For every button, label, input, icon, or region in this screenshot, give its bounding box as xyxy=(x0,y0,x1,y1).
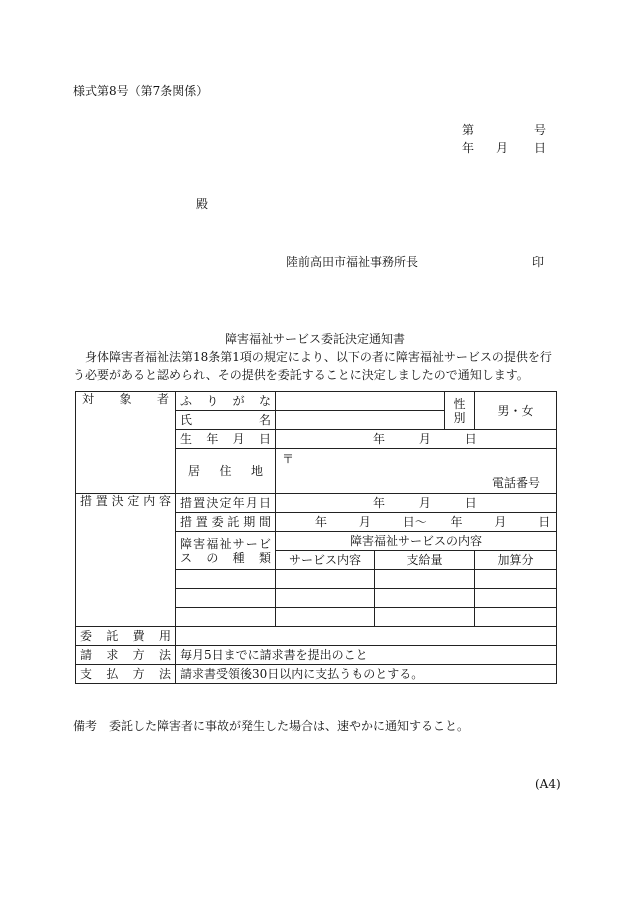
service-amount-cell[interactable] xyxy=(375,608,475,627)
sex-label-cell xyxy=(445,392,478,430)
service-type-label-2: スの種類 xyxy=(180,550,271,565)
birthdate-month: 月 xyxy=(418,432,431,446)
notice-body: 身体障害者福祉法第18条第1項の規定により、以下の者に障害福祉サービスの提供を行う必要があると認められ、その提供を委託することに決定しましたので通知します。 xyxy=(73,350,552,382)
col-addition-header: 加算分 xyxy=(475,551,557,570)
decision-date-label: 措置決定年月日 xyxy=(180,496,271,510)
issue-date-month: 月 xyxy=(496,141,509,155)
document-title: 障害福祉サービス委託決定通知書 xyxy=(224,332,405,346)
subject-label: 対 象 者 xyxy=(82,392,169,406)
birthdate-day: 日 xyxy=(464,432,477,446)
birthdate-label-cell xyxy=(176,430,276,449)
service-content-header-cell xyxy=(276,532,557,551)
service-addition-cell[interactable] xyxy=(475,570,557,589)
service-content-cell[interactable] xyxy=(276,570,375,589)
postal-mark: 〒 xyxy=(282,452,295,466)
period-end-month: 月 xyxy=(494,515,507,529)
service-amount-cell[interactable] xyxy=(375,589,475,608)
period-separator: 日～ xyxy=(402,515,427,529)
decision-date-month: 月 xyxy=(418,496,431,510)
sex-value: 男・女 xyxy=(497,403,534,418)
service-amount-cell[interactable] xyxy=(375,570,475,589)
fee-label-cell xyxy=(76,627,176,646)
payment-label: 支払方法 xyxy=(80,667,171,681)
decision-date-label-cell xyxy=(176,494,276,513)
period-end-day: 日 xyxy=(538,515,551,529)
service-type-cell[interactable] xyxy=(176,589,276,608)
col-amount-header: 支給量 xyxy=(375,551,475,570)
number-suffix: 号 xyxy=(534,123,547,137)
birthdate-year: 年 xyxy=(373,432,386,446)
name-label: 氏名 xyxy=(180,413,271,427)
decision-date-year: 年 xyxy=(373,496,386,510)
period-start-year: 年 xyxy=(315,515,328,529)
decision-label: 措置決定内容 xyxy=(80,494,171,508)
name-field[interactable] xyxy=(276,411,445,430)
decision-date-day: 日 xyxy=(464,496,477,510)
fee-label: 委託費用 xyxy=(80,629,171,643)
addressee-honorific: 殿 xyxy=(196,197,209,211)
service-type-cell[interactable] xyxy=(176,608,276,627)
sex-value-cell[interactable] xyxy=(475,392,557,430)
payment-label-cell xyxy=(76,665,176,684)
remark-label: 備考 xyxy=(73,719,98,733)
table-row xyxy=(76,665,557,684)
fee-field[interactable] xyxy=(176,627,557,646)
payment-value: 請求書受領後30日以内に支払うものとする。 xyxy=(176,665,557,684)
subject-label-cell xyxy=(76,392,176,494)
birthdate-label: 生年月日 xyxy=(180,432,271,446)
decision-date-field[interactable] xyxy=(276,494,557,513)
address-field[interactable] xyxy=(276,449,557,494)
address-label-cell xyxy=(176,449,276,494)
number-prefix: 第 xyxy=(462,123,475,137)
decision-form-table xyxy=(75,391,557,684)
issuer-name: 陸前高田市福祉事務所長 xyxy=(286,255,419,269)
furigana-label: ふりがな xyxy=(180,394,271,408)
paper-size: (A4) xyxy=(535,777,561,791)
billing-value: 毎月5日までに請求書を提出のこと xyxy=(176,646,557,665)
period-label-cell xyxy=(176,513,276,532)
table-row xyxy=(76,494,557,513)
table-row xyxy=(76,627,557,646)
address-label: 居住地 xyxy=(188,464,263,478)
service-addition-cell[interactable] xyxy=(475,608,557,627)
seal-mark: 印 xyxy=(532,255,545,269)
service-content-header: 障害福祉サービスの内容 xyxy=(349,534,482,548)
col-content-header: サービス内容 xyxy=(276,551,375,570)
period-end-year: 年 xyxy=(450,515,463,529)
service-content-cell[interactable] xyxy=(276,589,375,608)
service-content-cell[interactable] xyxy=(276,608,375,627)
furigana-label-cell xyxy=(176,392,276,411)
sex-label: 性 別 xyxy=(453,396,478,425)
service-type-cell[interactable] xyxy=(176,570,276,589)
table-row xyxy=(76,392,557,411)
birthdate-field[interactable] xyxy=(276,430,557,449)
table-row xyxy=(76,646,557,665)
remark-text: 委託した障害者に事故が発生した場合は、速やかに通知すること。 xyxy=(109,719,470,733)
name-label-cell xyxy=(176,411,276,430)
period-start-month: 月 xyxy=(358,515,371,529)
period-label: 措置委託期間 xyxy=(180,515,271,529)
billing-label-cell xyxy=(76,646,176,665)
remark xyxy=(73,720,469,732)
billing-label: 請求方法 xyxy=(80,648,171,662)
period-field[interactable] xyxy=(276,513,557,532)
decision-label-cell xyxy=(76,494,176,627)
phone-label: 電話番号 xyxy=(491,476,540,490)
issue-date-day: 日 xyxy=(534,141,547,155)
service-addition-cell[interactable] xyxy=(475,589,557,608)
form-number: 様式第8号（第7条関係） xyxy=(73,84,209,98)
service-type-label-cell xyxy=(176,532,276,570)
furigana-field[interactable] xyxy=(276,392,445,411)
service-type-label-1: 障害福祉サービ xyxy=(180,536,271,551)
issue-date-year: 年 xyxy=(462,141,475,155)
